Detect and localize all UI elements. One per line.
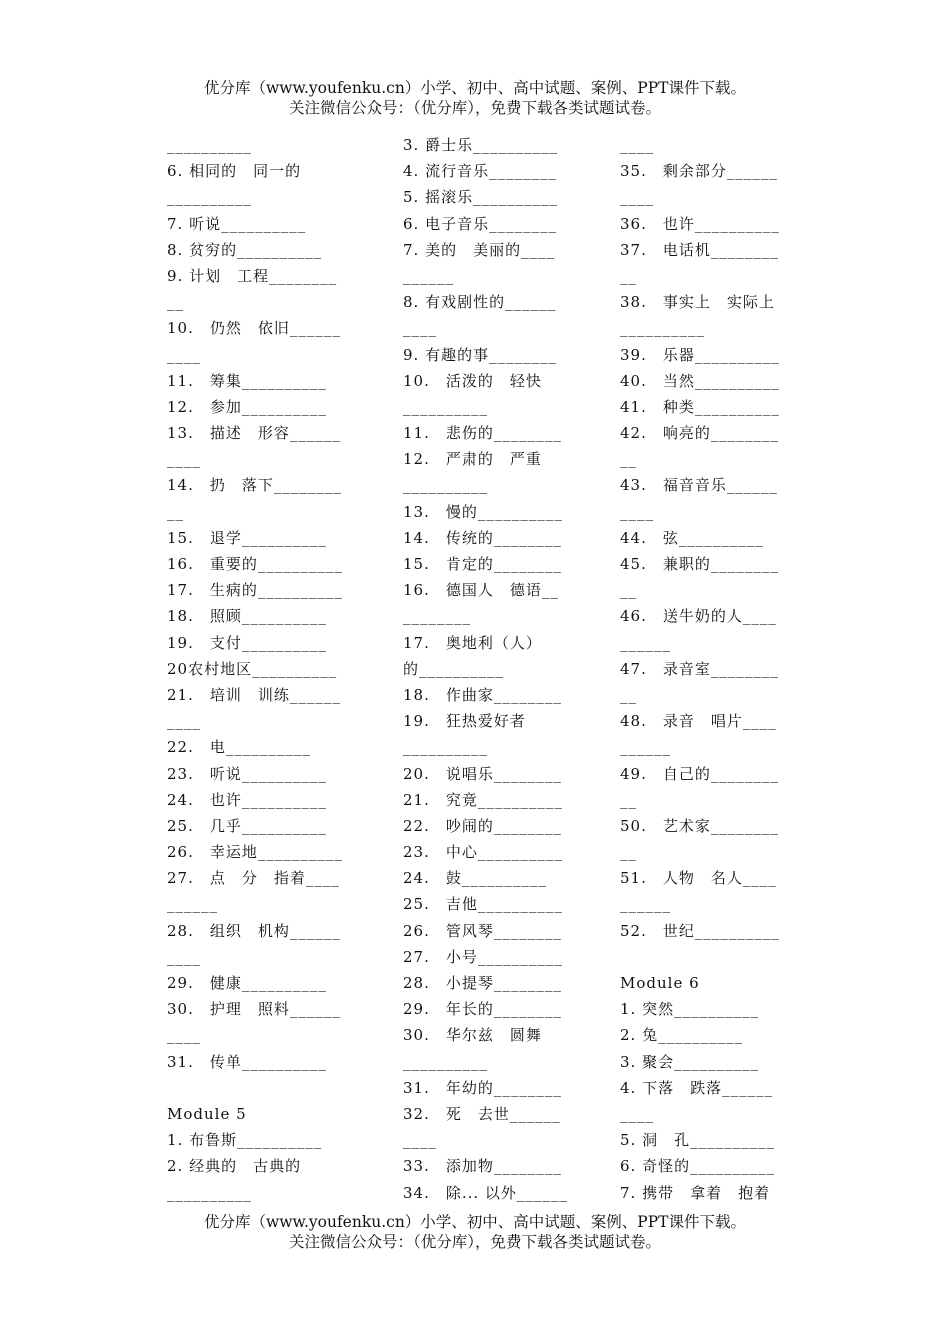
vocab-line: 27. 点 分 指着____ [167, 869, 340, 888]
vocab-line: 8. 贫穷的__________ [167, 240, 323, 259]
vocab-line: 29. 年长的________ [403, 1000, 562, 1019]
vocab-line: 39. 乐器__________ [620, 345, 780, 364]
vocab-line: __________ [167, 188, 252, 207]
vocab-line: ____ [167, 345, 201, 364]
vocab-line: 29. 健康__________ [167, 974, 327, 992]
vocab-line: 12. 参加__________ [167, 397, 327, 416]
vocab-line: 38. 事实上 实际上 [620, 293, 775, 312]
vocab-line: 3. 聚会__________ [620, 1052, 760, 1071]
vocab-line [620, 944, 788, 970]
page-header [0, 78, 950, 118]
vocab-line: 7. 美的 美丽的____ [403, 240, 556, 259]
vocab-line: __________ [167, 1183, 252, 1202]
vocab-line: 的__________ [403, 659, 505, 678]
vocab-line: 15. 退学__________ [167, 528, 327, 547]
vocab-line: ______ [620, 633, 671, 652]
vocab-line: __ [167, 502, 184, 521]
vocab-line: ____ [620, 1104, 654, 1123]
vocab-line: 13. 慢的__________ [403, 502, 563, 521]
vocab-line: 49. 自己的________ [620, 764, 779, 783]
vocab-line: __ [167, 293, 184, 312]
vocab-line: 6. 相同的 同一的 [167, 162, 302, 181]
vocab-line: __ [620, 685, 637, 704]
vocab-line: 21. 究竟__________ [403, 790, 563, 809]
vocab-line: 26. 管风琴________ [403, 921, 562, 940]
vocab-line: 5. 摇滚乐__________ [403, 188, 559, 207]
vocab-line: 27. 小号__________ [403, 947, 563, 966]
vocab-line: 6. 电子音乐________ [403, 214, 558, 233]
vocab-line: 42. 响亮的________ [620, 424, 779, 443]
footer-line-1: 优分库（www.youfenku.cn）小学、初中、高中试题、案例、PPT课件下载。 [203, 1213, 747, 1231]
vocab-line: 44. 弦__________ [620, 528, 764, 547]
vocab-line: 50. 艺术家________ [620, 816, 779, 835]
vocab-line: 3. 爵士乐__________ [403, 136, 559, 154]
vocab-line: 40. 当然__________ [620, 371, 780, 390]
vocab-line: 9. 有趣的事________ [403, 345, 558, 364]
vocab-line: 14. 传统的________ [403, 528, 562, 547]
vocab-line: 25. 几乎__________ [167, 816, 327, 835]
vocab-line: ____ [620, 136, 654, 154]
vocab-line: __ [620, 450, 637, 469]
vocab-line: 4. 下落 跌落______ [620, 1078, 774, 1097]
vocab-line: ____ [167, 450, 201, 469]
vocab-line: 18. 作曲家________ [403, 685, 562, 704]
vocab-line: 12. 严肃的 严重 [403, 450, 542, 469]
vocab-line: ____ [167, 712, 201, 731]
vocab-line: 15. 肯定的________ [403, 555, 562, 573]
vocab-line: 22. 吵闹的________ [403, 816, 562, 835]
vocab-line: Module 6 [620, 974, 700, 992]
vocab-line: 5. 洞 孔__________ [620, 1131, 776, 1150]
vocab-line: 1. 布鲁斯__________ [167, 1131, 323, 1150]
vocab-line: 45. 兼职的________ [620, 555, 779, 573]
vocab-line: 41. 种类__________ [620, 397, 780, 416]
vocab-line: 35. 剩余部分______ [620, 162, 778, 181]
vocab-line: 10. 活泼的 轻快 [403, 371, 542, 390]
vocab-line: 23. 中心__________ [403, 843, 563, 862]
vocab-line: 2. 经典的 古典的 [167, 1157, 302, 1176]
vocab-line: ______ [620, 738, 671, 757]
vocab-line: __________ [403, 738, 488, 757]
vocab-line: 28. 组织 机构______ [167, 921, 341, 940]
page-footer [0, 1212, 950, 1252]
vocab-line: 18. 照顾__________ [167, 607, 327, 626]
vocab-line: 9. 计划 工程________ [167, 266, 338, 285]
vocab-line: 31. 年幼的________ [403, 1078, 562, 1097]
vocab-line: 1. 突然__________ [620, 1000, 760, 1019]
vocab-line: 21. 培训 训练______ [167, 685, 341, 704]
vocab-line: 19. 支付__________ [167, 633, 327, 652]
vocab-line: 8. 有戏剧性的______ [403, 293, 557, 312]
vocab-line: 43. 福音音乐______ [620, 476, 778, 495]
vocab-line: ______ [620, 895, 671, 914]
vocab-line [167, 1075, 353, 1101]
vocab-line: 7. 听说__________ [167, 214, 307, 233]
vocab-line: __ [620, 266, 637, 285]
vocab-line: 51. 人物 名人____ [620, 869, 777, 888]
vocab-line: ____ [403, 319, 437, 338]
vocab-line: 22. 电__________ [167, 738, 311, 757]
vocab-line: 31. 传单__________ [167, 1052, 327, 1071]
vocab-line: __________ [620, 319, 705, 338]
vocab-line: 24. 鼓__________ [403, 869, 547, 888]
vocab-line: __ [620, 581, 637, 600]
vocab-line: 28. 小提琴________ [403, 974, 562, 992]
vocab-line: __________ [403, 1052, 488, 1071]
vocab-line: 36. 也许__________ [620, 214, 780, 233]
vocab-line: 46. 送牛奶的人____ [620, 607, 777, 626]
vocab-line: ______ [403, 266, 454, 285]
vocab-line: ____ [167, 1026, 201, 1045]
vocab-line: 24. 也许__________ [167, 790, 327, 809]
vocab-line: 32. 死 去世______ [403, 1104, 561, 1123]
vocab-line: ____ [403, 1131, 437, 1150]
vocab-line: 20. 说唱乐________ [403, 764, 562, 783]
vocab-line: 34. 除... 以外______ [403, 1183, 568, 1202]
vocab-line: 4. 流行音乐________ [403, 162, 558, 181]
vocab-line: __________ [403, 397, 488, 416]
vocab-line: ____ [167, 947, 201, 966]
vocab-line: 47. 录音室________ [620, 659, 779, 678]
vocab-line: 25. 吉他__________ [403, 895, 563, 914]
vocab-line: __________ [167, 136, 252, 154]
vocab-line: 30. 华尔兹 圆舞 [403, 1026, 542, 1045]
vocab-line: ______ [167, 895, 218, 914]
footer-line-2: 关注微信公众号：（优分库），免费下载各类试题试卷。 [288, 1233, 661, 1251]
vocab-line: ________ [403, 607, 471, 626]
vocab-line: 52. 世纪__________ [620, 921, 780, 940]
vocab-line: 10. 仍然 依旧______ [167, 319, 341, 338]
column-1 [167, 132, 353, 1206]
vocab-line: ____ [620, 188, 654, 207]
vocab-line: 19. 狂热爱好者 [403, 712, 526, 731]
column-3 [620, 132, 788, 1206]
vocab-line: 23. 听说__________ [167, 764, 327, 783]
vocab-line: 13. 描述 形容______ [167, 424, 341, 443]
vocab-line: Module 5 [167, 1104, 247, 1123]
vocab-line: 26. 幸运地__________ [167, 843, 343, 862]
vocab-line: 11. 悲伤的________ [403, 424, 562, 443]
vocab-line: __ [620, 790, 637, 809]
vocab-line: 2. 兔__________ [620, 1026, 744, 1045]
vocab-line: __ [620, 843, 637, 862]
vocab-line: 11. 筹集__________ [167, 371, 327, 390]
header-line-2: 关注微信公众号：（优分库），免费下载各类试题试卷。 [288, 99, 661, 117]
vocab-line: 30. 护理 照料______ [167, 1000, 341, 1019]
vocab-line: 17. 奥地利（人） [403, 633, 542, 652]
vocab-line: 17. 生病的__________ [167, 581, 343, 600]
vocab-line: 20农村地区__________ [167, 659, 338, 678]
vocab-line: 37. 电话机________ [620, 240, 779, 259]
vocab-line: 16. 德国人 德语__ [403, 581, 559, 600]
vocab-line: 48. 录音 唱片____ [620, 712, 777, 731]
vocab-line: 14. 扔 落下________ [167, 476, 342, 495]
vocab-line: __________ [403, 476, 488, 495]
header-line-1: 优分库（www.youfenku.cn）小学、初中、高中试题、案例、PPT课件下载。 [203, 79, 747, 97]
column-2 [403, 132, 571, 1206]
vocab-line: ____ [620, 502, 654, 521]
vocab-line: 7. 携带 拿着 抱着 [620, 1183, 771, 1202]
vocab-line: 16. 重要的__________ [167, 555, 343, 573]
vocab-line: 6. 奇怪的__________ [620, 1157, 776, 1176]
vocab-line: 33. 添加物________ [403, 1157, 562, 1176]
